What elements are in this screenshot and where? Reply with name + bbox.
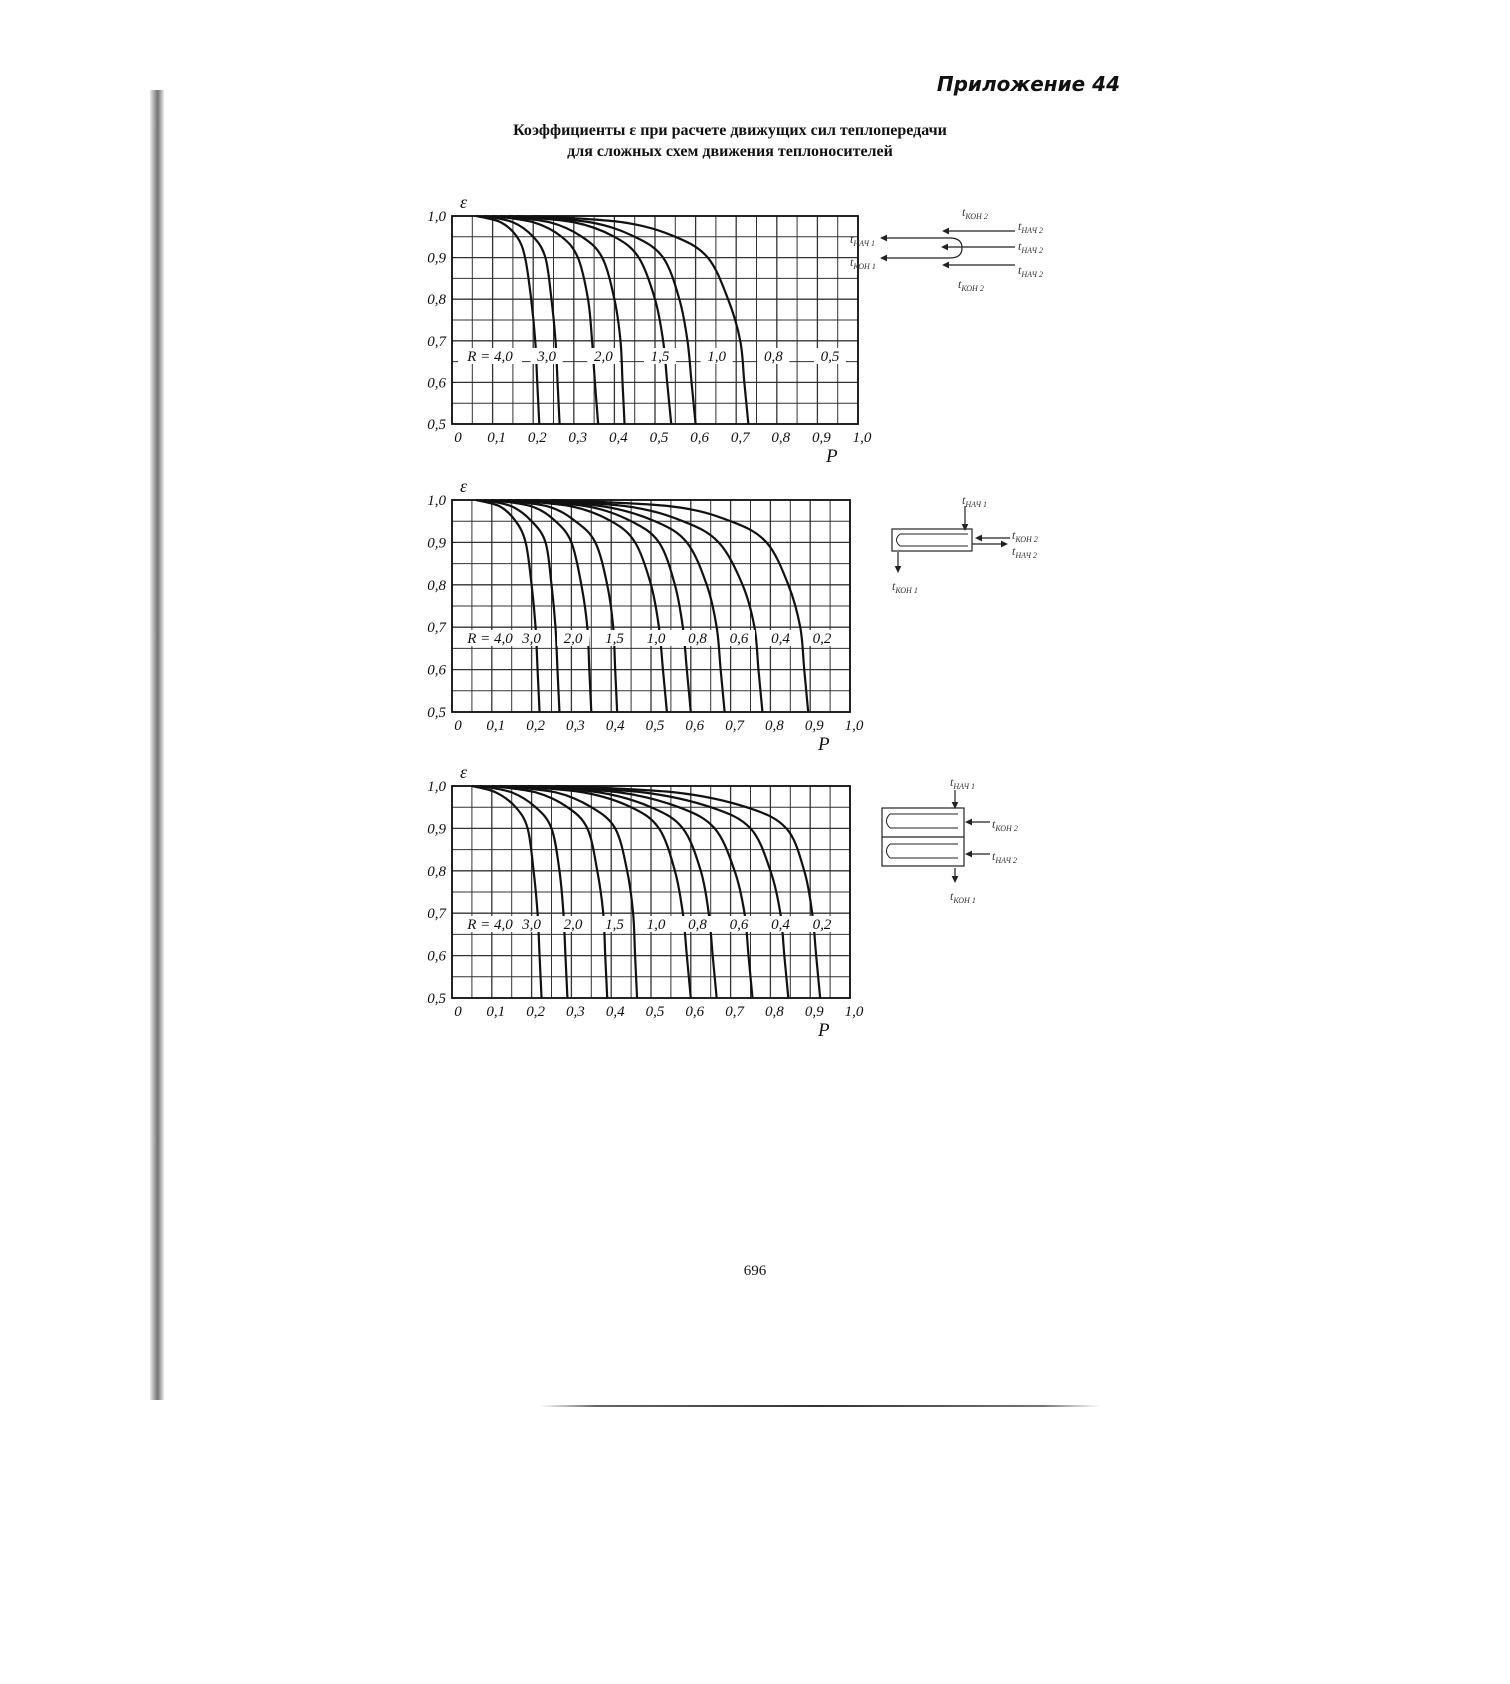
flow-scheme (892, 493, 1038, 595)
x-tick-label: 0,1 (486, 718, 506, 734)
x-tick-label: 0,8 (765, 718, 784, 734)
x-axis-label: P (818, 1020, 830, 1041)
page-number: 696 (743, 1263, 767, 1279)
y-tick-label: 0,6 (427, 948, 446, 965)
r-label-4: 1,0 (646, 917, 666, 933)
y-tick-label: 0,5 (427, 991, 446, 1007)
x-tick-label: 0,9 (812, 430, 831, 446)
y-tick-label: 1,0 (427, 209, 446, 225)
r-label-5: 0,8 (763, 349, 783, 365)
r-label-1: 3,0 (522, 917, 541, 933)
y-tick-label: 0,8 (427, 577, 446, 594)
scheme-label-t-nach2: $t_{НАЧ 2}$ (1012, 544, 1038, 560)
x-tick-label: 0,7 (725, 1004, 744, 1020)
y-tick-label: 1,0 (427, 493, 446, 509)
r-label-2: 2,0 (593, 349, 613, 365)
x-tick-label: 0,3 (566, 1004, 585, 1020)
r-label-3: 1,5 (605, 917, 624, 933)
y-axis-label: ε (460, 192, 468, 212)
x-tick-label: 0 (454, 1004, 462, 1020)
x-tick-label: 0,2 (526, 718, 545, 734)
scan-edge-shadow (150, 90, 164, 1400)
x-tick-label: 0,3 (566, 718, 585, 734)
flow-scheme (882, 775, 1018, 905)
x-tick-label: 0,8 (771, 430, 791, 446)
scheme-label-t-kon2-top: $t_{КОН 2}$ (962, 205, 988, 221)
y-tick-label: 0,7 (427, 906, 446, 923)
r-label-3: 1,5 (605, 631, 624, 647)
y-axis-label: ε (460, 476, 468, 496)
chart-single-pass-multi-tube (427, 476, 1140, 766)
r-label-6: 0,6 (729, 917, 749, 933)
r-label-7: 0,4 (771, 917, 790, 933)
r-label-8: 0,2 (812, 917, 832, 933)
scheme-label-t-nach1: $t_{НАЧ 1}$ (950, 775, 976, 791)
chart-2-svg (427, 762, 1140, 1052)
r-label-8: 0,2 (812, 631, 832, 647)
x-tick-label: 0,2 (527, 430, 547, 446)
x-tick-label: 0 (454, 718, 462, 734)
x-tick-label: 0,6 (685, 1004, 705, 1020)
y-tick-label: 0,8 (427, 292, 446, 309)
x-tick-label: 0,7 (725, 718, 744, 734)
x-tick-label: 1,0 (844, 1004, 864, 1020)
chart-counterflow-mixed (427, 188, 1140, 478)
y-tick-label: 0,7 (427, 333, 446, 350)
r-labels (458, 630, 838, 647)
r-label-3: 1,5 (650, 349, 670, 365)
x-tick-label: 0,4 (605, 1004, 625, 1020)
y-tick-label: 1,0 (427, 779, 446, 795)
grid (452, 786, 850, 998)
title-line-2: для сложных схем движения теплоносителей (567, 143, 893, 160)
r-label-5: 0,8 (688, 917, 707, 933)
scheme-label-t-kon2: $t_{КОН 2}$ (1012, 528, 1038, 544)
r-label-0: R = 4,0 (467, 917, 513, 933)
x-tick-label: 0,4 (605, 718, 625, 734)
x-tick-label: 0,3 (568, 430, 588, 446)
y-tick-label: 0,9 (427, 250, 446, 267)
r-label-5: 0,8 (688, 631, 707, 647)
scheme-label-t-nach2: $t_{НАЧ 2}$ (992, 849, 1018, 865)
r-label-0: R = 4,0 (467, 349, 513, 365)
y-tick-label: 0,5 (427, 705, 446, 721)
r-label-1: 3,0 (537, 349, 557, 365)
x-tick-label: 0,9 (804, 1004, 824, 1020)
x-tick-label: 0,7 (730, 430, 750, 446)
y-tick-label: 0,8 (427, 863, 446, 880)
y-tick-label: 0,6 (427, 662, 446, 679)
scheme-label-t-kon2-bottom: $t_{КОН 2}$ (958, 277, 984, 293)
appendix-label: Приложение 44 (936, 72, 1120, 96)
r-label-2: 2,0 (563, 917, 583, 933)
x-tick-label: 0,8 (765, 1004, 784, 1020)
flow-scheme (850, 205, 1043, 293)
scheme-label-t-nach1: $t_{НАЧ 1}$ (962, 493, 988, 509)
x-axis-label: P (826, 446, 838, 467)
x-tick-label: 0,5 (645, 718, 665, 734)
x-tick-label: 1,0 (844, 718, 864, 734)
x-tick-label: 0,2 (526, 1004, 545, 1020)
x-tick-label: 0,4 (609, 430, 628, 446)
scan-bottom-line (540, 1405, 1100, 1407)
x-tick-label: 0,1 (486, 1004, 506, 1020)
title-line-1: Коэффициенты ε при расчете движущих сил теплопередачи (513, 122, 947, 139)
scheme-label-t-nach2-c: $t_{НАЧ 2}$ (1018, 263, 1044, 279)
x-tick-label: 0,9 (804, 718, 824, 734)
scheme-label-t-kon1: $t_{КОН 1}$ (850, 255, 876, 271)
y-tick-label: 0,7 (427, 620, 446, 637)
r-label-7: 0,4 (771, 631, 790, 647)
chart-two-pass-shell (427, 762, 1140, 1052)
r-label-6: 0,5 (820, 349, 840, 365)
r-label-6: 0,6 (729, 631, 749, 647)
x-tick-label: 0,6 (685, 718, 705, 734)
x-axis-label: P (818, 734, 830, 755)
r-label-4: 1,0 (707, 349, 727, 365)
x-tick-label: 0,6 (690, 430, 709, 446)
r-label-1: 3,0 (522, 631, 541, 647)
chart-0-svg (427, 188, 1140, 478)
y-tick-label: 0,9 (427, 535, 446, 552)
x-tick-label: 1,0 (852, 430, 872, 446)
page-title (420, 120, 1040, 162)
r-label-0: R = 4,0 (467, 631, 513, 647)
chart-1-svg (427, 476, 1140, 766)
scheme-label-t-kon1: $t_{КОН 1}$ (892, 579, 918, 595)
r-labels (458, 916, 838, 933)
scheme-label-t-kon1: $t_{КОН 1}$ (950, 889, 976, 905)
grid (452, 500, 850, 712)
x-tick-label: 0 (454, 430, 462, 446)
x-tick-label: 0,1 (487, 430, 506, 446)
x-tick-label: 0,5 (649, 430, 669, 446)
scheme-label-t-kon2: $t_{КОН 2}$ (992, 817, 1018, 833)
r-label-4: 1,0 (646, 631, 666, 647)
y-tick-label: 0,9 (427, 821, 446, 838)
r-label-2: 2,0 (563, 631, 583, 647)
scheme-label-t-nach2-a: $t_{НАЧ 2}$ (1018, 219, 1044, 235)
y-tick-label: 0,6 (427, 375, 446, 392)
scheme-label-t-nach1: $t_{НАЧ 1}$ (850, 232, 876, 248)
y-axis-label: ε (460, 762, 468, 782)
x-tick-label: 0,5 (645, 1004, 665, 1020)
grid (452, 216, 858, 424)
r-labels (458, 348, 846, 365)
y-tick-label: 0,5 (427, 417, 446, 433)
scheme-label-t-nach2-b: $t_{НАЧ 2}$ (1018, 239, 1044, 255)
